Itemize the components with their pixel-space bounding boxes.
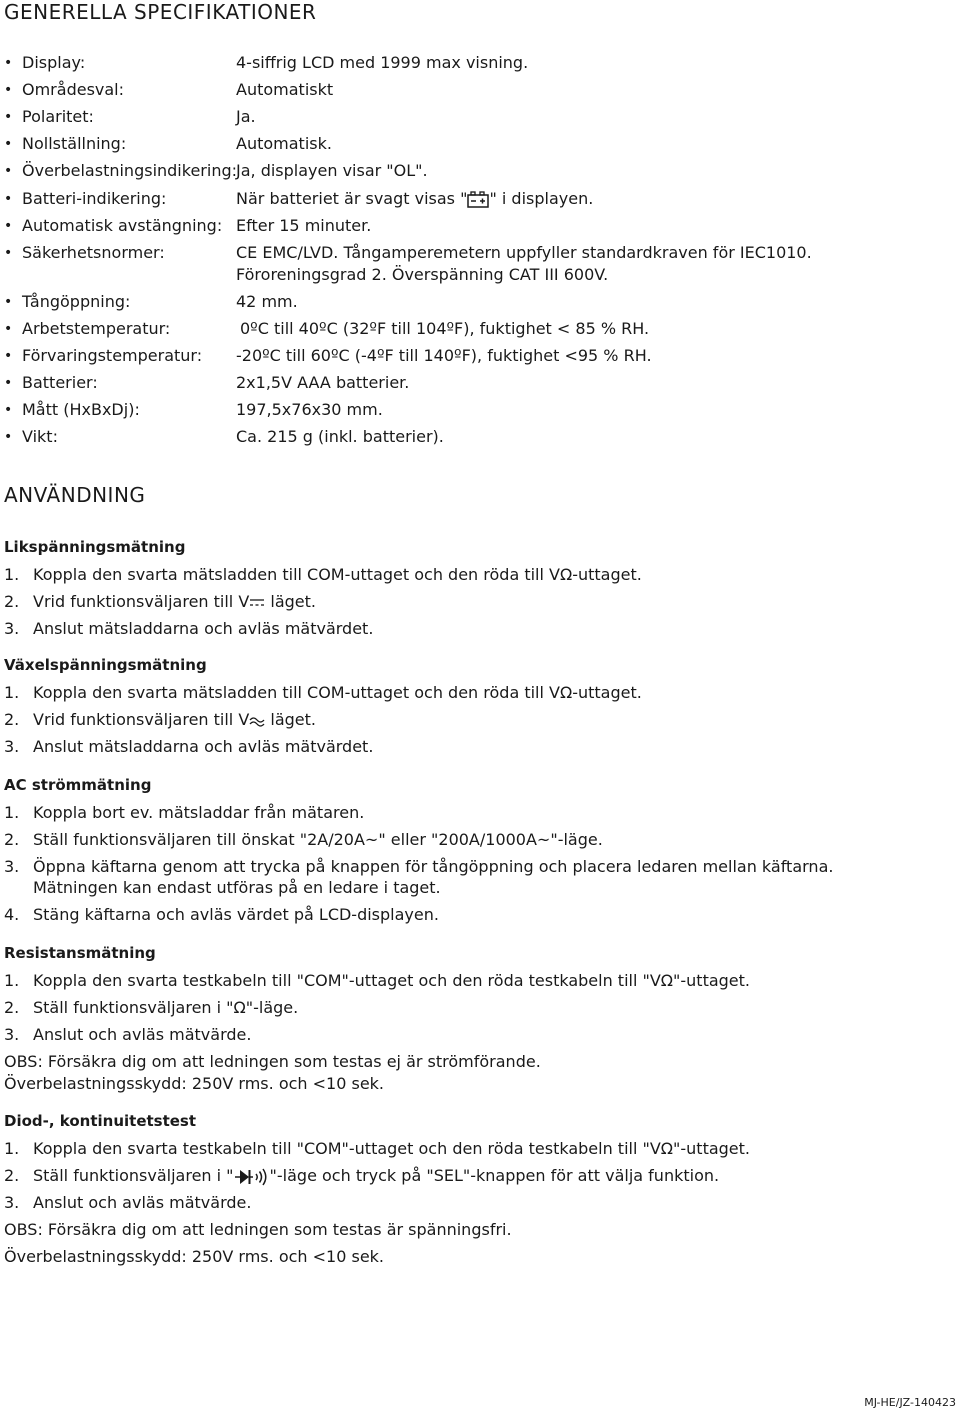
bullet-icon: • [4, 55, 13, 71]
bullet-icon: • [4, 348, 13, 364]
bullet-icon: • [4, 245, 13, 261]
bullet-icon: • [4, 136, 13, 152]
bullet-icon: • [4, 402, 13, 418]
bullet-icon: • [4, 82, 13, 98]
section-title: Växelspänningsmätning [4, 656, 207, 674]
usage-heading: ANVÄNDNING [4, 483, 146, 507]
dc-symbol-icon [249, 597, 265, 609]
note: OBS: Försäkra dig om att ledningen som testas är spänningsfri. [4, 1220, 512, 1239]
bullet-icon: • [4, 218, 13, 234]
section-title: Resistansmätning [4, 944, 156, 962]
document-code: MJ-HE/JZ-140423 [864, 1396, 956, 1409]
bullet-icon: • [4, 294, 13, 310]
ac-symbol-icon [249, 715, 265, 727]
note: Överbelastningsskydd: 250V rms. och <10 sek. [4, 1247, 385, 1266]
note: OBS: Försäkra dig om att ledningen som testas ej är strömförande. [4, 1052, 541, 1071]
section-title: Likspänningsmätning [4, 538, 186, 556]
bullet-icon: • [4, 429, 13, 445]
battery-icon [467, 191, 489, 209]
bullet-icon: • [4, 191, 13, 207]
bullet-icon: • [4, 321, 13, 337]
bullet-icon: • [4, 163, 13, 179]
diode-continuity-icon [234, 1167, 270, 1187]
bullet-icon: • [4, 109, 13, 125]
bullet-icon: • [4, 375, 13, 391]
section-title: Diod-, kontinuitetstest [4, 1112, 197, 1130]
note: Överbelastningsskydd: 250V rms. och <10 sek. [4, 1074, 385, 1093]
section-title: AC strömmätning [4, 776, 152, 794]
specs-heading: GENERELLA SPECIFIKATIONER [4, 0, 317, 24]
